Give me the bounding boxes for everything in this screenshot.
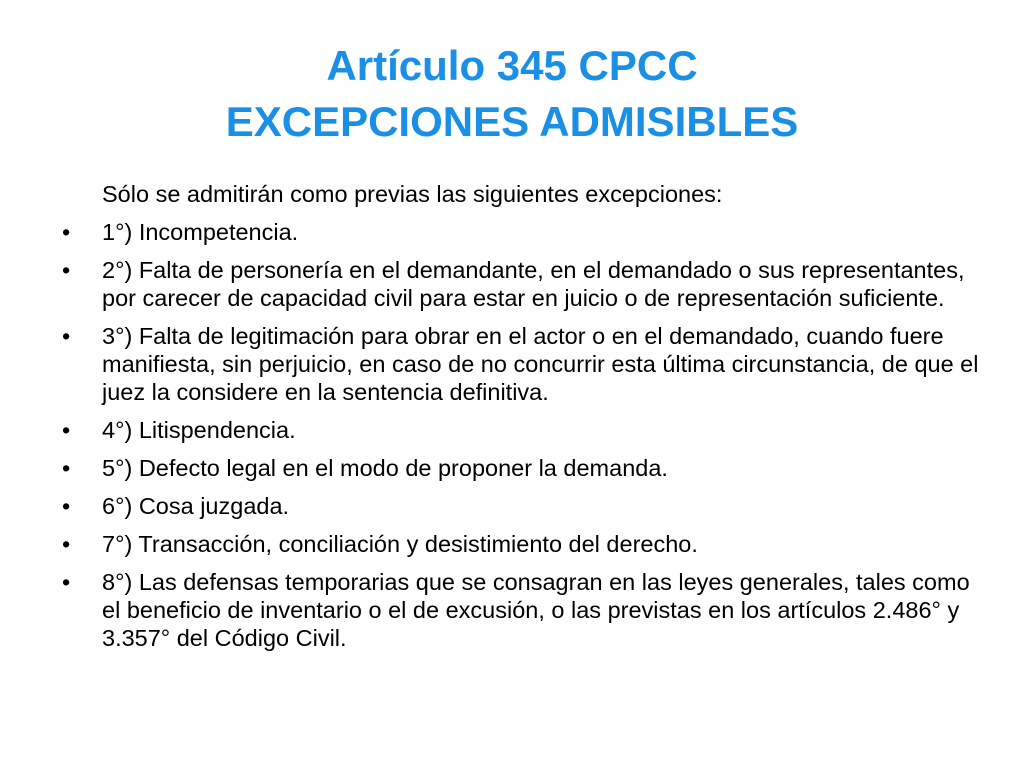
bullet-icon: •: [62, 257, 71, 283]
intro-text: Sólo se admitirán como previas las siguientes excepciones:: [102, 181, 723, 207]
list-item: [56, 256, 986, 312]
list-item: [56, 322, 986, 406]
slide-body: [56, 180, 986, 662]
bullet-icon: •: [62, 417, 71, 443]
slide-title: [0, 38, 1024, 150]
list-item: [56, 530, 986, 558]
list-item-text: 5°) Defecto legal en el modo de proponer la demanda.: [102, 455, 668, 481]
list-item-text: 2°) Falta de personería en el demandante, en el demandado o sus representantes, por carecer de capacidad civil para estar en juicio o de representación suficiente.: [102, 257, 965, 311]
bullet-icon: •: [62, 323, 71, 349]
list-item-text: 4°) Litispendencia.: [102, 417, 296, 443]
exception-list: [56, 218, 986, 652]
list-item-text: 7°) Transacción, conciliación y desistimiento del derecho.: [102, 531, 698, 557]
bullet-icon: •: [62, 455, 71, 481]
title-line-1: Artículo 345 CPCC: [326, 42, 698, 89]
bullet-icon: •: [62, 531, 71, 557]
list-item: [56, 218, 986, 246]
bullet-icon: •: [62, 569, 71, 595]
list-item: [56, 492, 986, 520]
title-line-2: EXCEPCIONES ADMISIBLES: [225, 98, 799, 145]
list-item: [56, 416, 986, 444]
list-item-text: 6°) Cosa juzgada.: [102, 493, 290, 519]
bullet-icon: •: [62, 219, 71, 245]
list-item: [56, 568, 986, 652]
list-item: [56, 454, 986, 482]
list-item-text: 8°) Las defensas temporarias que se consagran en las leyes generales, tales como el beneficio de inventario o el de excusión, o las previstas en los artículos 2.486° y 3.357° del Código Civil.: [102, 569, 970, 651]
list-item-text: 3°) Falta de legitimación para obrar en el actor o en el demandado, cuando fuere manifiesta, sin perjuicio, en caso de no concurrir esta última circunstancia, de que el juez la considere en la sentencia definitiva.: [102, 323, 979, 405]
list-item-text: 1°) Incompetencia.: [102, 219, 299, 245]
bullet-icon: •: [62, 493, 71, 519]
